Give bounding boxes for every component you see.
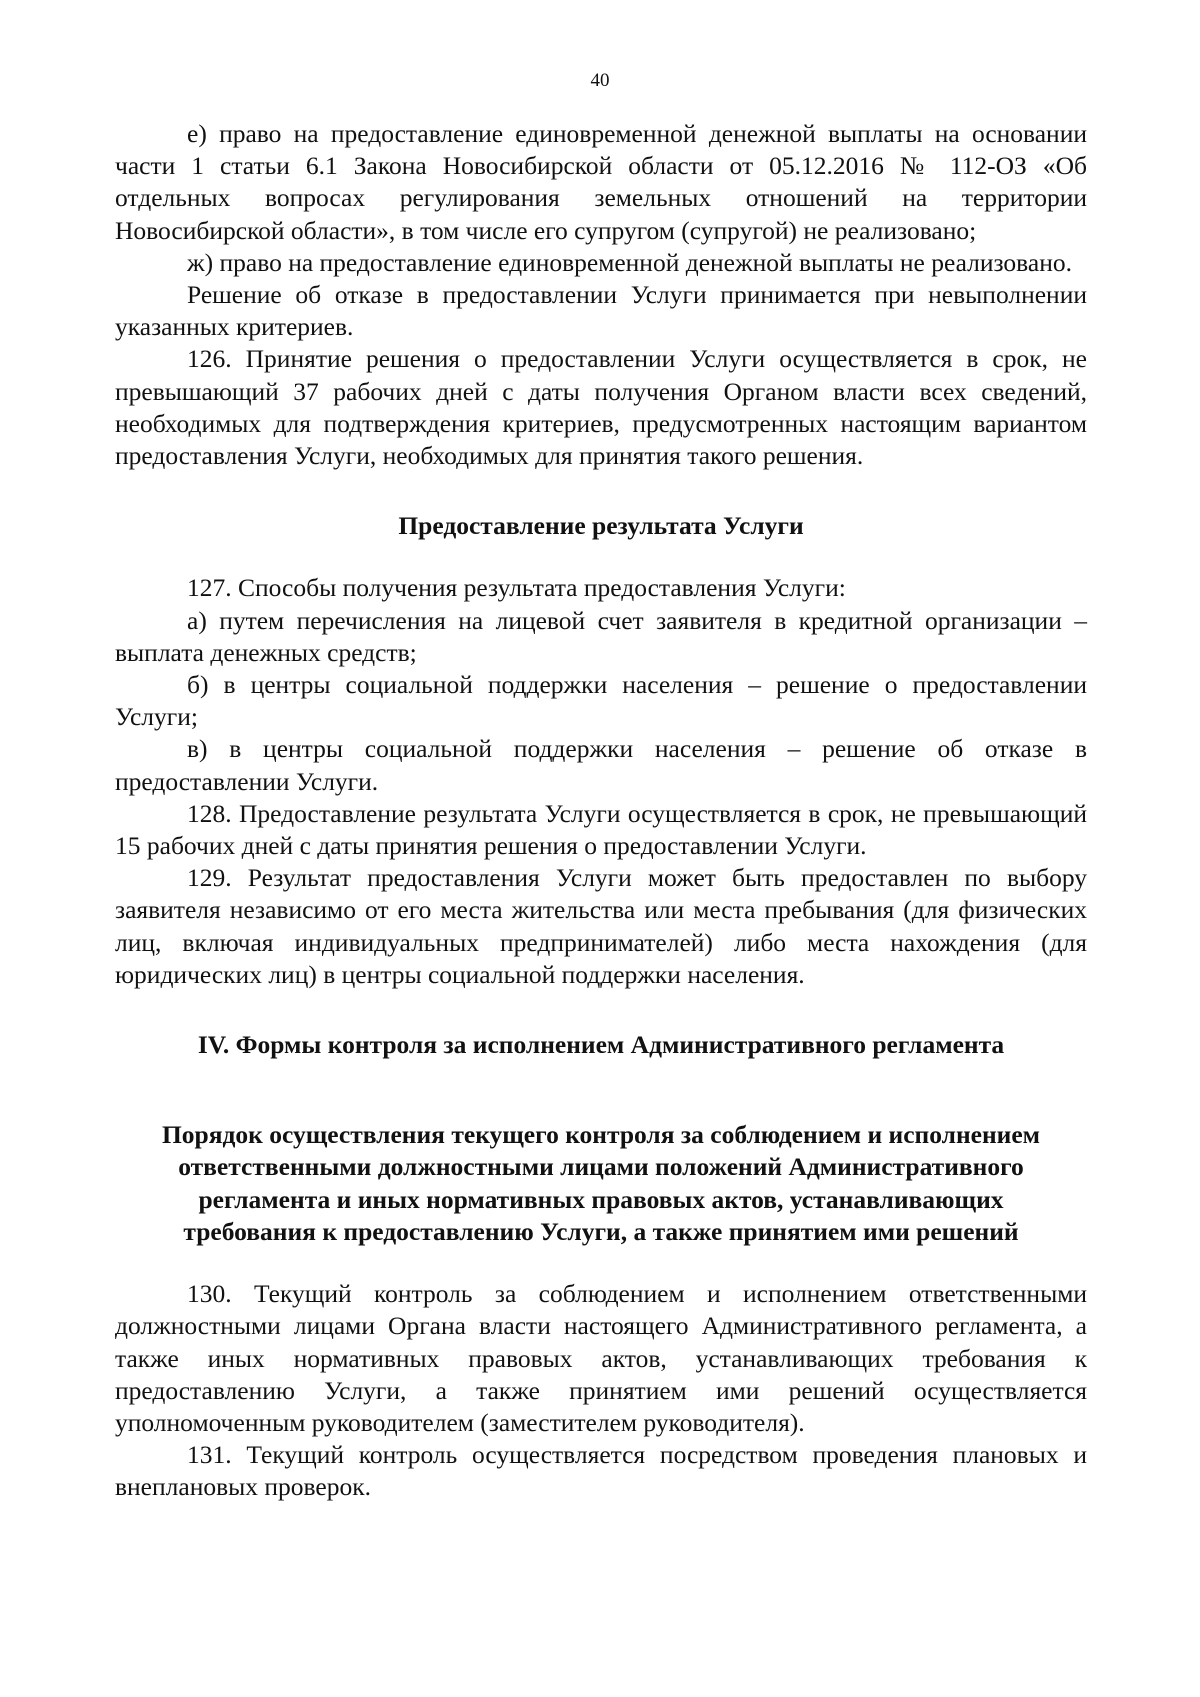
section-heading-current-control [115,1119,1087,1248]
paragraph-131: 131. Текущий контроль осуществляется посредством проведения плановых и внеплановых проверок. [115,1440,1087,1502]
document-body [115,118,1087,1504]
page-number: 40 [590,70,610,91]
chapter-heading-iv: IV. Формы контроля за исполнением Административного регламента [197,1030,1005,1060]
paragraph-criterion-e: е) право на предоставление единовременной денежной выплаты на основании части 1 статьи 6.1 Закона Новосибирской области от 05.12.2016 № 112-ОЗ «Об отдельных вопросах регулирования земельных отношений на территории Новосибирской области», в том числе его супругом (супругой) не реализовано; [115,119,1087,245]
paragraph-refusal-decision: Решение об отказе в предоставлении Услуги принимается при невыполнении указанных критериев. [115,280,1087,342]
section-heading-result: Предоставление результата Услуги [398,511,804,541]
heading-line: Порядок осуществления текущего контроля за соблюдением и исполнением [161,1120,1041,1150]
paragraph-130: 130. Текущий контроль за соблюдением и исполнением ответственными должностными лицами Органа власти настоящего Административного регламента, а также иных нормативных правовых актов, устанавливающих требования к предоставлению Услуги, а также принятием ими решений осуществляется уполномоченным руководителем (заместителем руководителя). [115,1279,1087,1437]
paragraph-127-a: а) путем перечисления на лицевой счет заявителя в кредитной организации – выплата денежных средств; [115,605,1087,667]
paragraph-127-v: в) в центры социальной поддержки населения – решение об отказе в предоставлении Услуги. [115,734,1087,796]
paragraph-128: 128. Предоставление результата Услуги осуществляется в срок, не превышающий 15 рабочих дней с даты принятия решения о предоставлении Услуги. [115,798,1087,861]
heading-line: требования к предоставлению Услуги, а также принятием ими решений [183,1216,1019,1246]
heading-line: регламента и иных нормативных правовых актов, устанавливающих [198,1184,1004,1214]
paragraph-criterion-zh: ж) право на предоставление единовременной денежной выплаты не реализовано. [187,247,1072,277]
paragraph-126: 126. Принятие решения о предоставлении Услуги осуществляется в срок, не превышающий 37 рабочих дней с даты получения Органом власти всех сведений, необходимых для подтверждения критериев, предусмотренных настоящим вариантом предоставления Услуги, необходимых для принятия такого решения. [115,344,1087,471]
paragraph-127-b: б) в центры социальной поддержки населения – решение о предоставлении Услуги; [115,670,1087,732]
paragraph-129: 129. Результат предоставления Услуги может быть предоставлен по выбору заявителя независимо от его места жительства или места пребывания (для физических лиц, включая индивидуальных предпринимателей) либо места нахождения (для юридических лиц) в центры социальной поддержки населения. [115,863,1087,989]
paragraph-127: 127. Способы получения результата предоставления Услуги: [187,573,846,603]
heading-line: ответственными должностными лицами положений Административного [178,1152,1024,1182]
